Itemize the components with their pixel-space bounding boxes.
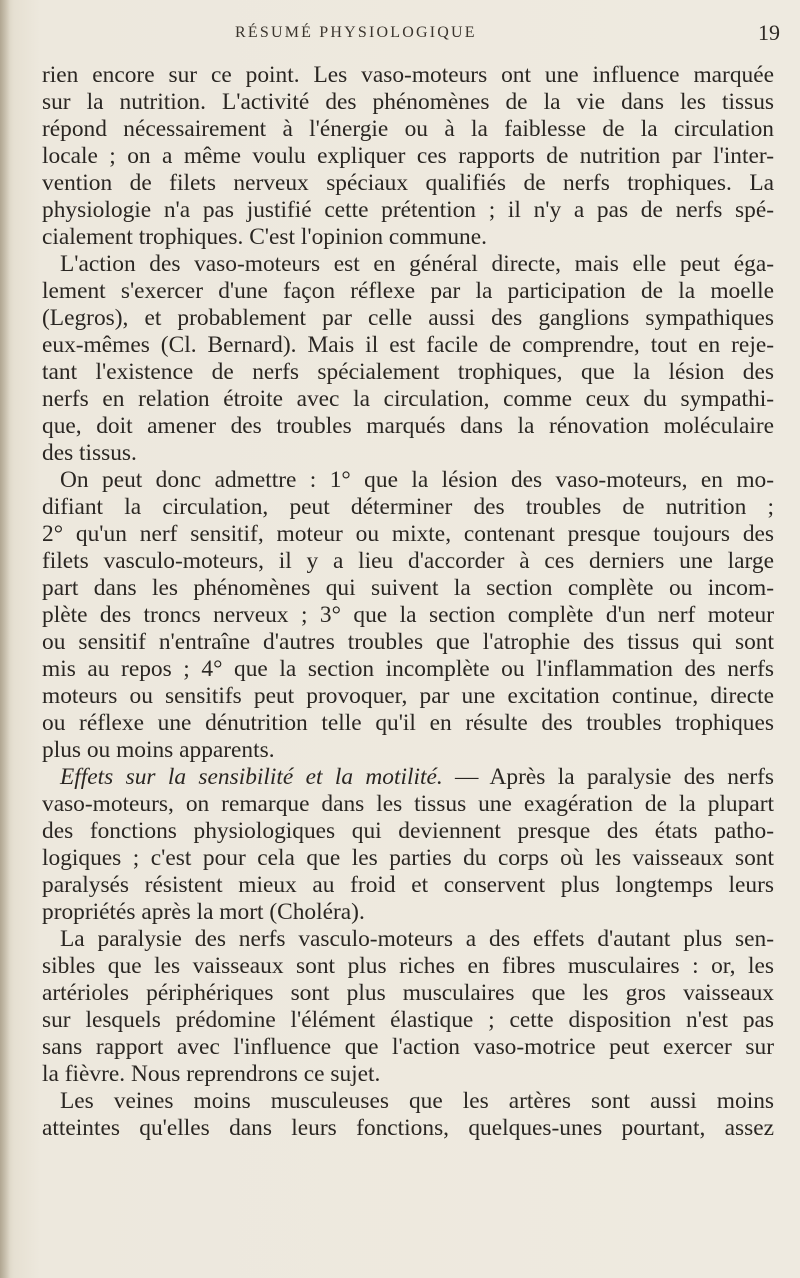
text-line: filets vasculo-moteurs, il y a lieu d'accorder à ces derniers une large [42, 548, 774, 574]
section-heading: Effets sur la sensibilité et la motilité. [60, 764, 443, 790]
text-line: ou réflexe une dénutrition telle qu'il en résulte des troubles trophiques [42, 710, 774, 736]
text-line: On peut donc admettre : 1° que la lésion des vaso-moteurs, en mo- [60, 467, 774, 493]
text-line: lement s'exercer d'une façon réflexe par la participation de la moelle [42, 278, 774, 304]
page-number: 19 [758, 20, 780, 45]
text-line: paralysés résistent mieux au froid et conservent plus longtemps leurs [42, 872, 774, 898]
text-line: ou sensitif n'entraîne d'autres troubles que l'atrophie des tissus qui sont [42, 629, 774, 655]
text-line: La paralysie des nerfs vasculo-moteurs a des effets d'autant plus sen- [60, 926, 774, 952]
text-line: logiques ; c'est pour cela que les parties du corps où les vaisseaux sont [42, 845, 774, 871]
text-line: rien encore sur ce point. Les vaso-moteurs ont une influence marquée [42, 62, 774, 88]
body-text [42, 62, 774, 1142]
text-line: locale ; on a même voulu expliquer ces rapports de nutrition par l'inter- [42, 143, 774, 169]
text-line: atteintes qu'elles dans leurs fonctions, quelques-unes pourtant, assez [42, 1115, 774, 1141]
text-line: difiant la circulation, peut déterminer des troubles de nutrition ; [42, 494, 774, 520]
text-line: physiologie n'a pas justifié cette prétention ; il n'y a pas de nerfs spé- [42, 197, 774, 223]
text-line: nerfs en relation étroite avec la circulation, comme ceux du sympathi- [42, 386, 774, 412]
binding-shadow [0, 0, 10, 1278]
text-line: sur la nutrition. L'activité des phénomènes de la vie dans les tissus [42, 89, 774, 115]
text-line: la fièvre. Nous reprendrons ce sujet. [42, 1061, 381, 1087]
text-line: sans rapport avec l'influence que l'action vaso-motrice peut exercer sur [42, 1034, 774, 1060]
text-line: moteurs ou sensitifs peut provoquer, par une excitation continue, directe [42, 683, 774, 709]
page-header [0, 20, 800, 50]
text-line: vention de filets nerveux spéciaux qualifiés de nerfs trophiques. La [42, 170, 774, 196]
text-line: sur lesquels prédomine l'élément élastique ; cette disposition n'est pas [42, 1007, 774, 1033]
text-line: des fonctions physiologiques qui deviennent presque des états patho- [42, 818, 774, 844]
text-line: Les veines moins musculeuses que les artères sont aussi moins [60, 1088, 774, 1114]
text-line: tant l'existence de nerfs spécialement trophiques, que la lésion des [42, 359, 774, 385]
text-line: vaso-moteurs, on remarque dans les tissus une exagération de la plupart [42, 791, 774, 817]
text-line: mis au repos ; 4° que la section incomplète ou l'inflammation des nerfs [42, 656, 774, 682]
text-line: propriétés après la mort (Choléra). [42, 899, 365, 925]
text-line: cialement trophiques. C'est l'opinion commune. [42, 224, 487, 250]
running-head: RÉSUMÉ PHYSIOLOGIQUE [235, 24, 477, 41]
text-line: plète des troncs nerveux ; 3° que la section complète d'un nerf moteur [42, 602, 774, 628]
text-line: 2° qu'un nerf sensitif, moteur ou mixte, contenant presque toujours des [42, 521, 774, 547]
text-line: artérioles périphériques sont plus musculaires que les gros vaisseaux [42, 980, 774, 1006]
text-line: part dans les phénomènes qui suivent la section complète ou incom- [42, 575, 774, 601]
text-line: sibles que les vaisseaux sont plus riches en fibres musculaires : or, les [42, 953, 774, 979]
section-heading-continuation: — Après la paralysie des nerfs [442, 764, 775, 790]
text-line: (Legros), et probablement par celle aussi des ganglions sympathiques [42, 305, 774, 331]
text-line: L'action des vaso-moteurs est en général directe, mais elle peut éga- [60, 251, 774, 277]
text-line: que, doit amener des troubles marqués dans la rénovation moléculaire [42, 413, 774, 439]
text-line: des tissus. [42, 440, 137, 466]
section-heading-line [42, 764, 774, 791]
text-line: eux-mêmes (Cl. Bernard). Mais il est facile de comprendre, tout en reje- [42, 332, 774, 358]
text-line: répond nécessairement à l'énergie ou à la faiblesse de la circulation [42, 116, 774, 142]
text-line: plus ou moins apparents. [42, 737, 275, 763]
